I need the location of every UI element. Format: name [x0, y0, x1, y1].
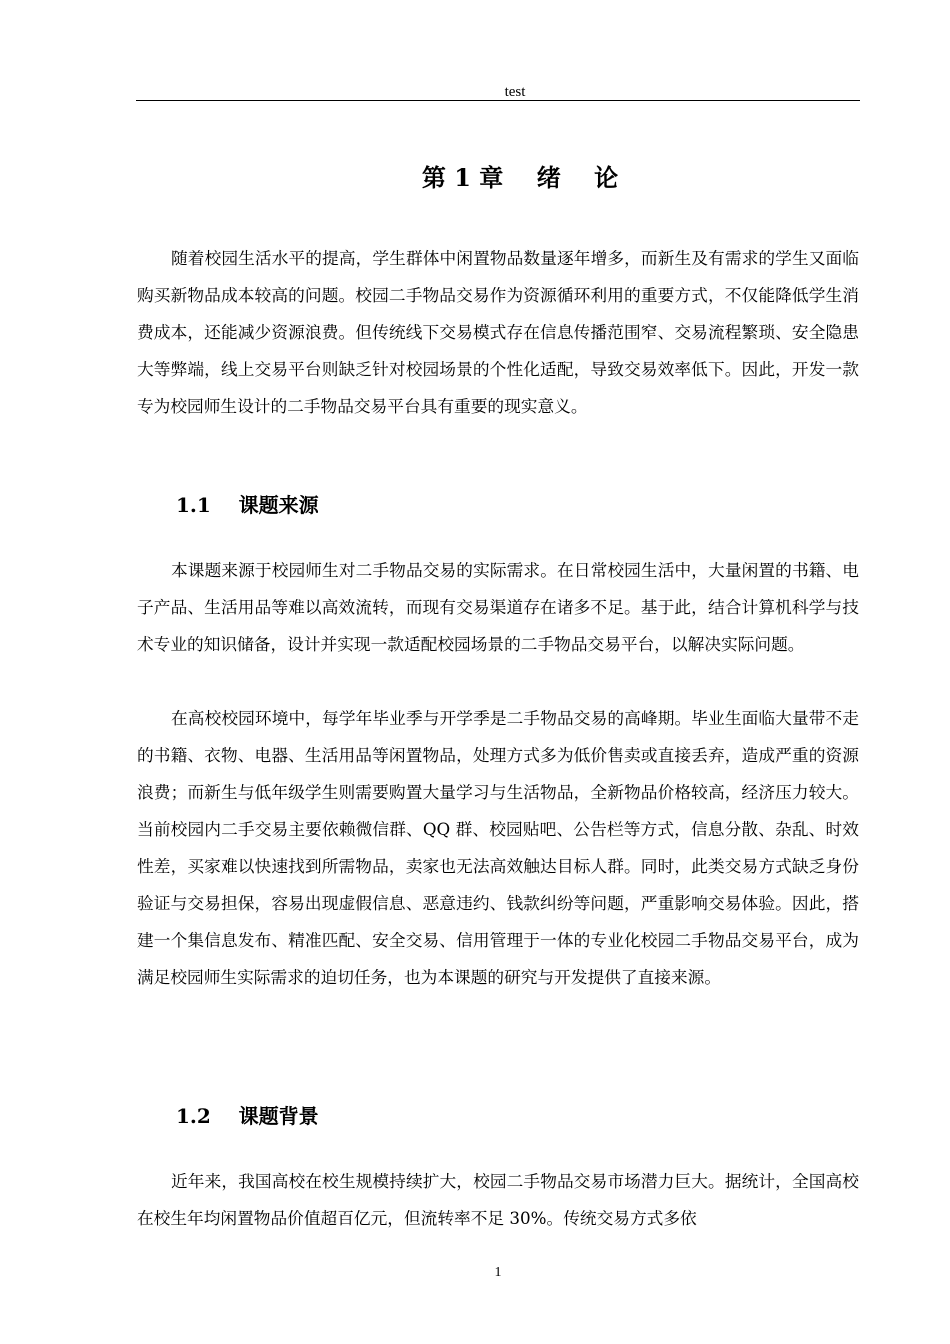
section-title-1-1: 1.1 课题来源	[176, 493, 319, 517]
section-1-1-paragraph-1: 本课题来源于校园师生对二手物品交易的实际需求。在日常校园生活中，大量闲置的书籍、电子产品、生活用品等难以高效流转，而现有交易渠道存在诸多不足。基于此，结合计算机科学与技术专业的知识储备，设计并实现一款适配校园场景的二手物品交易平台，以解决实际问题。	[137, 560, 859, 654]
page-number: 1	[494, 1265, 502, 1280]
section-1-1-paragraph-2: 在高校校园环境中，每学年毕业季与开学季是二手物品交易的高峰期。毕业生面临大量带不走的书籍、衣物、电器、生活用品等闲置物品，处理方式多为低价售卖或直接丢弃，造成严重的资源浪费；而新生与低年级学生则需要购置大量学习与生活物品，全新物品价格较高，经济压力较大。当前校园内二手交易主要依赖微信群、QQ 群、校园贴吧、公告栏等方式，信息分散、杂乱、时效性差，买家难以快速找到所需物品，卖家也无法高效触达目标人群。同时，此类交易方式缺乏身份验证与交易担保，容易出现虚假信息、恶意违约、钱款纠纷等问题，严重影响交易体验。因此，搭建一个集信息发布、精准匹配、安全交易、信用管理于一体的专业化校园二手物品交易平台，成为满足校园师生实际需求的迫切任务，也为本课题的研究与开发提供了直接来源。	[137, 708, 859, 987]
chapter-title: 第 1 章 绪 论	[421, 163, 619, 192]
section-1-2-paragraph: 近年来，我国高校在校生规模持续扩大，校园二手物品交易市场潜力巨大。据统计，全国高校在校生年均闲置物品价值超百亿元，但流转率不足 30%。传统交易方式多依	[137, 1171, 859, 1228]
page-header: test	[504, 84, 526, 100]
section-title-1-2: 1.2 课题背景	[176, 1104, 319, 1128]
intro-paragraph: 随着校园生活水平的提高，学生群体中闲置物品数量逐年增多，而新生及有需求的学生又面临购买新物品成本较高的问题。校园二手物品交易作为资源循环利用的重要方式，不仅能降低学生消费成本，还能减少资源浪费。但传统线下交易模式存在信息传播范围窄、交易流程繁琐、安全隐患大等弊端，线上交易平台则缺乏针对校园场景的个性化适配，导致交易效率低下。因此，开发一款专为校园师生设计的二手物品交易平台具有重要的现实意义。	[137, 248, 859, 416]
header-divider	[136, 100, 860, 101]
